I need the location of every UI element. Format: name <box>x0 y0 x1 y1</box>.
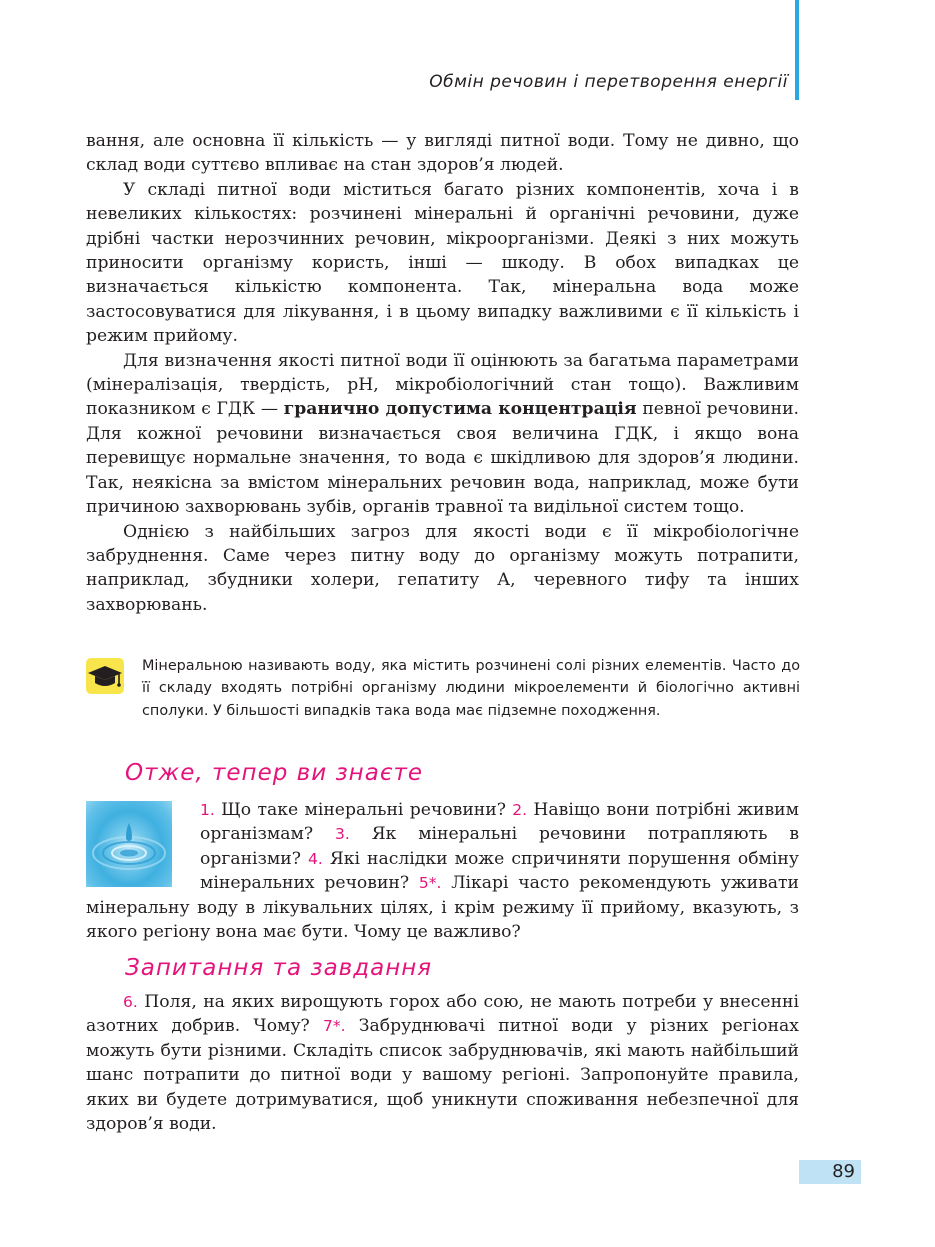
question-text: Як мінеральні речовини потрапляють в організми? <box>200 824 800 869</box>
page-number: 89 <box>832 1161 855 1182</box>
paragraph-3-start: Для визначення якості питної води її оцінюють за багатьма параметрами (мінералізація, твердість, pH, мікробіологічний стан тощо). Важливим показником є ГДК — <box>86 350 799 420</box>
header-accent-bar <box>795 0 799 100</box>
question-text: Навіщо вони потрібні живим організмам? <box>200 800 800 845</box>
summary-title: Отже, тепер ви знаєте <box>125 760 423 786</box>
graduation-cap-icon <box>86 658 124 694</box>
paragraph-3 <box>86 349 799 520</box>
question-text: Що таке мінеральні речовини? <box>214 800 513 820</box>
question-text: Які наслідки може спричиняти порушення обміну мінеральних речовин? <box>200 848 799 894</box>
question-number: 4. <box>308 849 323 868</box>
tasks-paragraph <box>86 990 799 1136</box>
paragraph-4: Однією з найбільших загроз для якості води є її мікробіологічне забруднення. Саме через питну воду до організму можуть потрапити, наприклад, збудники холери, гепатиту А, черевного тифу та інших захворювань. <box>86 521 799 615</box>
paragraph-3-end: певної речовини. Для кожної речовини визначається своя величина ГДК, і якщо вона перевищує нормальне значення, то вода є шкідливою для здоров’я людини. Так, неякісна за вмістом мінеральних речовин вода, наприклад, може бути причиною захворювань зубів, органів травної та видільної систем тощо. <box>86 399 800 518</box>
tasks-title: Запитання та завдання <box>125 955 433 981</box>
question-number: 2. <box>512 801 528 819</box>
task-number: 7*. <box>323 1017 346 1036</box>
question-number: 1. <box>200 801 215 819</box>
term-gdk: гранично допустима концентрація <box>283 399 637 420</box>
main-text <box>86 129 799 617</box>
question-text: Лікарі часто рекомендують уживати мінеральну воду в лікувальних цілях, і крім режиму її прийому, вказують, з якого регіону вона має бути. Чому це важливо? <box>86 873 799 943</box>
paragraph-1: вання, але основна її кількість — у вигляді питної води. Тому не дивно, що склад води суттєво впливає на стан здоров’я людей. <box>86 131 799 176</box>
paragraph-2: У складі питної води міститься багато різних компонентів, хоча і в невеликих кількостях: розчинені мінеральні й органічні речовини, дуже дрібні частки нерозчинних речовин, мікроорганізми. Деякі з них можуть приносити організму користь, інші — шкоду. В обох випадках це визначається кількістю компонента. Так, мінеральна вода може застосовуватися для лікування, і в цьому випадку важливими є її кількість і режим прийому. <box>86 179 799 347</box>
summary-questions <box>86 798 799 944</box>
running-header: Обмін речовин і перетворення енергії <box>429 72 788 92</box>
task-text: Поля, на яких вирощують горох або сою, не мають потреби у внесенні азотних добрив. Чому? <box>86 992 799 1037</box>
task-text: Забруднювачі питної води у різних регіонах можуть бути різними. Складіть список забруднювачів, які мають найбільший шанс потрапити до питної води у вашому регіоні. Запропонуйте правила, яких ви будете дотримуватися, щоб уникнути споживання небезпечної для здоров’я води. <box>86 1016 799 1135</box>
question-number: 5*. <box>418 874 442 893</box>
question-number: 3. <box>335 825 350 844</box>
note-text: Мінеральною називають воду, яка містить розчинені солі різних елементів. Часто до її складу входять потрібні організму людини мікроелементи й біологічно активні сполуки. У більшості випадків така вода має підземне походження. <box>142 658 800 719</box>
tasks-text <box>86 990 799 1136</box>
task-number: 6. <box>123 993 138 1011</box>
